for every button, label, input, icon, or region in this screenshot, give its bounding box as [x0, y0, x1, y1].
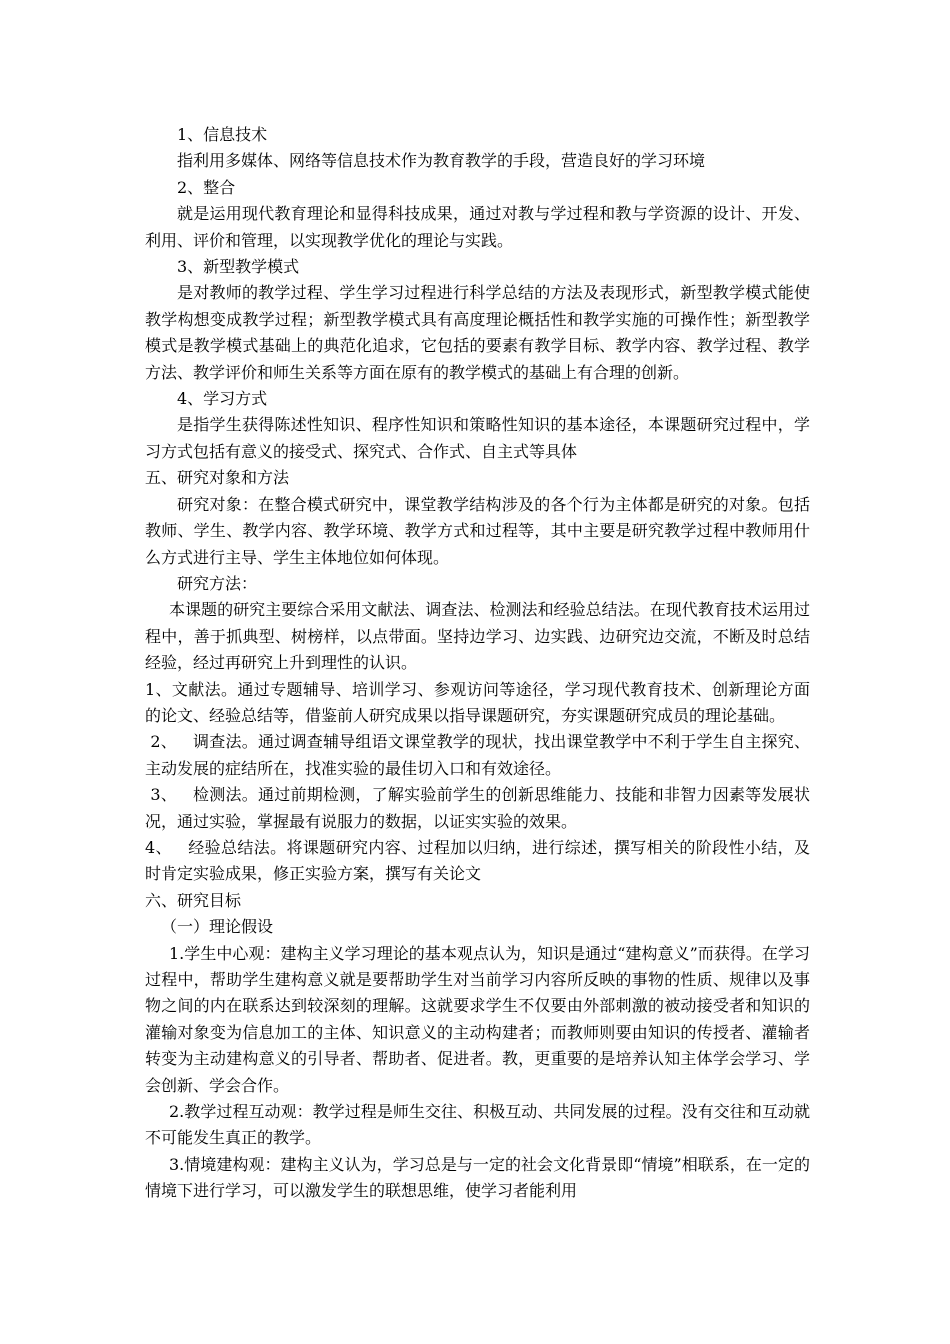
- document-body: [145, 122, 810, 1205]
- section-heading: 六、研究目标: [145, 890, 242, 910]
- paragraph: 1.学生中心观：建构主义学习理论的基本观点认为，知识是通过“建构意义”而获得。在学习过程中，帮助学生建构意义就是要帮助学生对当前学习内容所反映的事物的性质、规律以及事物之间的内在联系达到较深刻的理解。这就要求学生不仅要由外部刺激的被动接受者和知识的灌输对象变为信息加工的主体、知识意义的主动构建者；而教师则要由知识的传授者、灌输者转变为主动建构意义的引导者、帮助者、促进者。教，更重要的是培养认知主体学会学习、学会创新、学会合作。: [145, 943, 810, 1095]
- paragraph: 是指学生获得陈述性知识、程序性知识和策略性知识的基本途径，本课题研究过程中，学习方式包括有意义的接受式、探究式、合作式、自主式等具体: [145, 415, 810, 461]
- paragraph: 本课题的研究主要综合采用文献法、调查法、检测法和经验总结法。在现代教育技术运用过程中，善于抓典型、树榜样，以点带面。坚持边学习、边实践、边研究边交流，不断及时总结经验，经过再研究上升到理性的认识。: [145, 600, 810, 673]
- paragraph: 4、 经验总结法。将课题研究内容、过程加以归纳，进行综述，撰写相关的阶段性小结，及时肯定实验成果，修正实验方案，撰写有关论文: [145, 837, 810, 884]
- paragraph: 是对教师的教学过程、学生学习过程进行科学总结的方法及表现形式，新型教学模式能使教学构想变成教学过程；新型教学模式具有高度理论概括性和教学实施的可操作性；新型教学模式是教学模式基础上的典范化追求，它包括的要素有教学目标、教学内容、教学过程、教学方法、教学评价和师生关系等方面在原有的教学模式的基础上有合理的创新。: [145, 283, 810, 382]
- paragraph: 2、 调查法。通过调查辅导组语文课堂教学的现状，找出课堂教学中不利于学生自主探究、主动发展的症结所在，找准实验的最佳切入口和有效途径。: [145, 732, 810, 778]
- subsection-heading: （一）理论假设: [161, 917, 274, 937]
- paragraph: 3、 检测法。通过前期检测，了解实验前学生的创新思维能力、技能和非智力因素等发展状况，通过实验，掌握最有说服力的数据，以证实实验的效果。: [145, 785, 810, 831]
- section-heading: 五、研究对象和方法: [145, 468, 290, 488]
- paragraph: 1、文献法。通过专题辅导、培训学习、参观访问等途径，学习现代教育技术、创新理论方面的论文、经验总结等，借鉴前人研究成果以指导课题研究，夯实课题研究成员的理论基础。: [145, 679, 810, 725]
- paragraph: 指利用多媒体、网络等信息技术作为教育教学的手段，营造良好的学习环境: [177, 151, 706, 171]
- paragraph: 4、学习方式: [177, 389, 268, 409]
- paragraph: 3、新型教学模式: [177, 257, 300, 277]
- paragraph: 1、信息技术: [177, 125, 268, 144]
- paragraph: 研究对象：在整合模式研究中，课堂教学结构涉及的各个行为主体都是研究的对象。包括教师、学生、教学内容、教学环境、教学方式和过程等，其中主要是研究教学过程中教师用什么方式进行主导、学生主体地位如何体现。: [145, 494, 810, 567]
- paragraph: 3.情境建构观：建构主义认为，学习总是与一定的社会文化背景即“情境”相联系，在一定的情境下进行学习，可以激发学生的联想思维，使学习者能利用: [145, 1154, 810, 1201]
- paragraph: 研究方法：: [177, 573, 258, 593]
- paragraph: 就是运用现代教育理论和显得科技成果，通过对教与学过程和教与学资源的设计、开发、利用、评价和管理，以实现教学优化的理论与实践。: [145, 204, 810, 250]
- paragraph: 2.教学过程互动观：教学过程是师生交往、积极互动、共同发展的过程。没有交往和互动就不可能发生真正的教学。: [145, 1102, 810, 1148]
- paragraph: 2、整合: [177, 177, 236, 197]
